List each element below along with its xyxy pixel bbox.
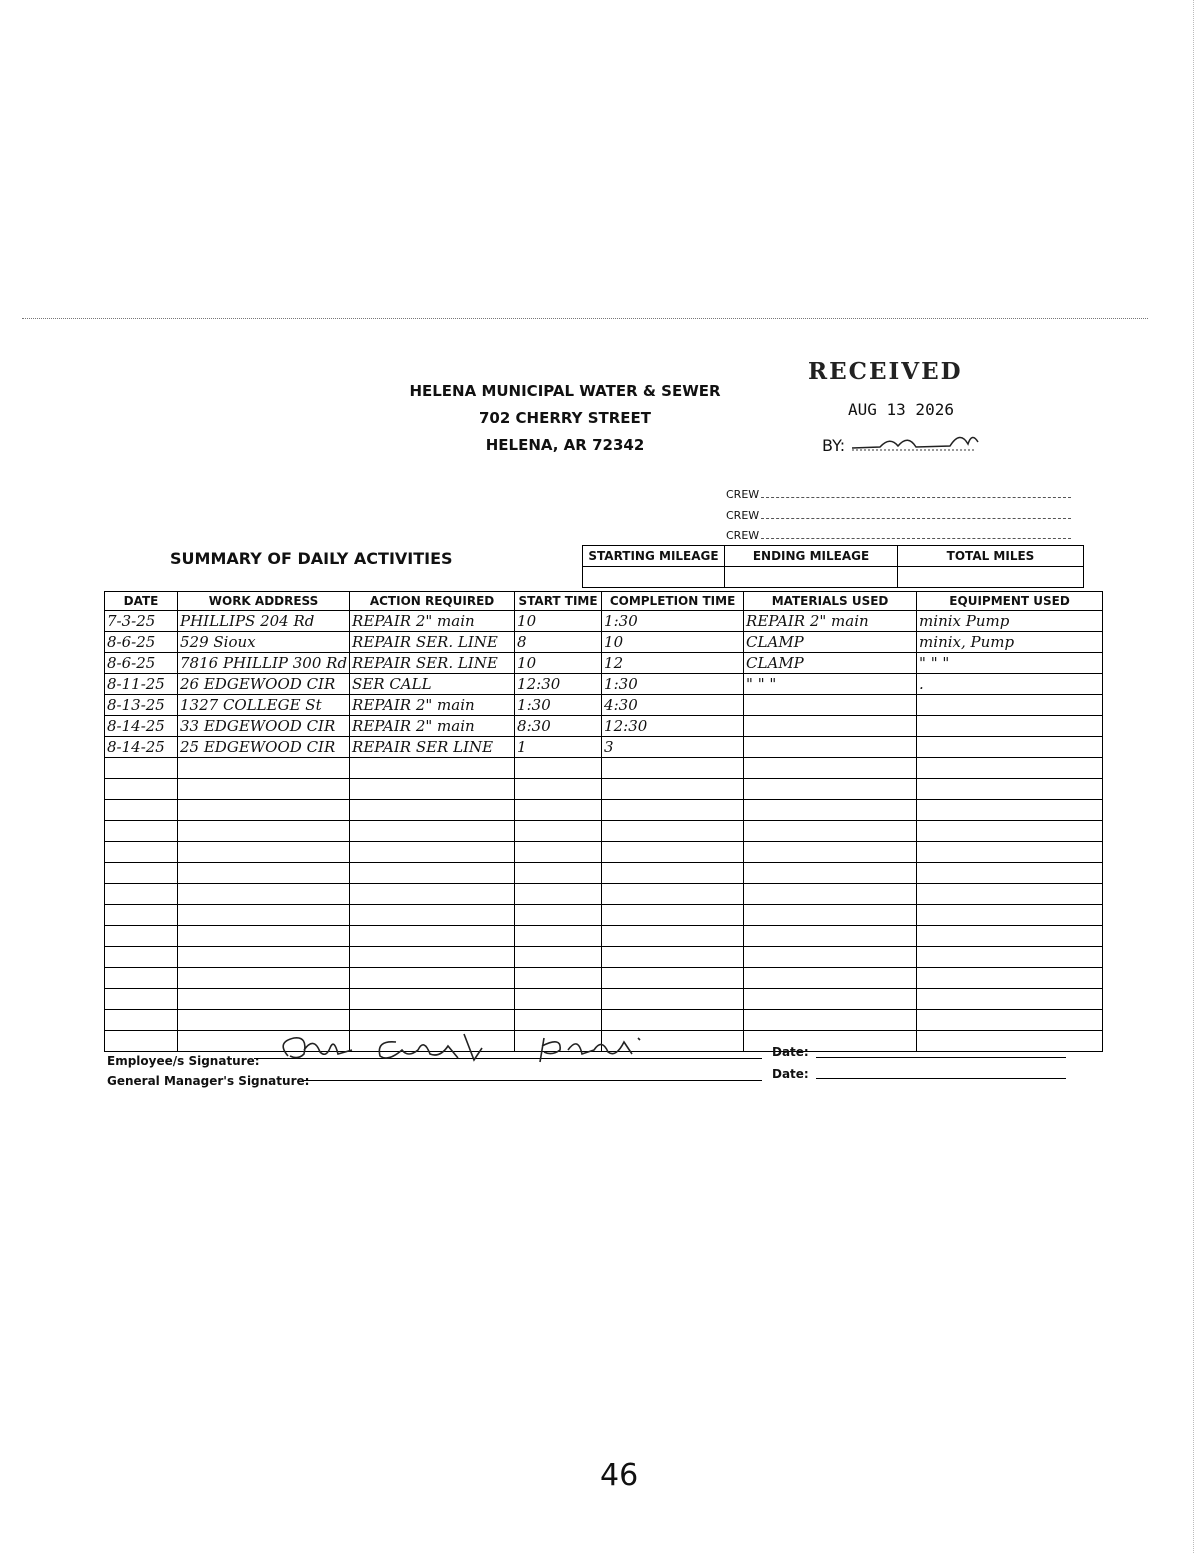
- cell-start-time[interactable]: [515, 758, 602, 779]
- cell-materials-used[interactable]: [744, 989, 917, 1010]
- cell-date[interactable]: [105, 1031, 178, 1052]
- cell-work-address[interactable]: [178, 968, 350, 989]
- mileage-table: [582, 545, 1084, 588]
- org-street: 702 CHERRY STREET: [478, 409, 652, 427]
- table-row: [105, 884, 1103, 905]
- cell-action-required[interactable]: [350, 758, 515, 779]
- cell-date[interactable]: 7-3-25: [105, 611, 178, 632]
- col-date: DATE: [105, 592, 178, 611]
- cell-date[interactable]: [105, 863, 178, 884]
- table-row: [105, 632, 1103, 653]
- cell-date[interactable]: [105, 905, 178, 926]
- org-city: HELENA, AR 72342: [485, 436, 645, 454]
- received-by-label: BY:: [822, 436, 846, 455]
- cell-action-required[interactable]: [350, 989, 515, 1010]
- col-work-address: WORK ADDRESS: [178, 592, 350, 611]
- cell-completion-time[interactable]: [602, 821, 744, 842]
- cell-work-address[interactable]: [178, 863, 350, 884]
- table-row: [105, 674, 1103, 695]
- cell-start-time[interactable]: 8:30: [515, 716, 602, 737]
- col-action-required: ACTION REQUIRED: [350, 592, 515, 611]
- crew-label: CREW: [726, 529, 760, 542]
- col-materials-used: MATERIALS USED: [744, 592, 917, 611]
- cell-start-time[interactable]: [515, 863, 602, 884]
- cell-work-address[interactable]: 25 EDGEWOOD CIR: [178, 737, 350, 758]
- col-completion-time: COMPLETION TIME: [602, 592, 744, 611]
- cell-equipment-used[interactable]: [917, 905, 1103, 926]
- cell-action-required[interactable]: [350, 947, 515, 968]
- received-by-signature: [850, 430, 980, 452]
- crew-label: CREW: [726, 509, 760, 522]
- cell-equipment-used[interactable]: " " ": [917, 653, 1103, 674]
- summary-title: SUMMARY OF DAILY ACTIVITIES: [170, 549, 453, 568]
- received-date: AUG 13 2026: [848, 400, 954, 419]
- cell-start-time[interactable]: [515, 989, 602, 1010]
- received-stamp: [808, 358, 988, 458]
- cell-date[interactable]: [105, 842, 178, 863]
- table-row: [105, 779, 1103, 800]
- cell-materials-used[interactable]: REPAIR 2" main: [744, 611, 917, 632]
- cell-start-time[interactable]: 12:30: [515, 674, 602, 695]
- cell-date[interactable]: [105, 779, 178, 800]
- cell-materials-used[interactable]: [744, 884, 917, 905]
- cell-completion-time[interactable]: 12:30: [602, 716, 744, 737]
- table-row: [105, 737, 1103, 758]
- cell-work-address[interactable]: [178, 800, 350, 821]
- cell-materials-used[interactable]: [744, 758, 917, 779]
- cell-completion-time[interactable]: 10: [602, 632, 744, 653]
- cell-action-required[interactable]: REPAIR SER. LINE: [350, 653, 515, 674]
- cell-materials-used[interactable]: [744, 947, 917, 968]
- cell-action-required[interactable]: REPAIR 2" main: [350, 716, 515, 737]
- cell-equipment-used[interactable]: [917, 695, 1103, 716]
- cell-date[interactable]: 8-14-25: [105, 716, 178, 737]
- cell-work-address[interactable]: [178, 842, 350, 863]
- cell-completion-time[interactable]: 3: [602, 737, 744, 758]
- cell-materials-used[interactable]: [744, 800, 917, 821]
- cell-equipment-used[interactable]: [917, 821, 1103, 842]
- col-equipment-used: EQUIPMENT USED: [917, 592, 1103, 611]
- cell-completion-time[interactable]: [602, 779, 744, 800]
- cell-equipment-used[interactable]: [917, 968, 1103, 989]
- employee-signature: [268, 1028, 668, 1068]
- total-miles-header: TOTAL MILES: [898, 546, 1084, 567]
- table-row: [105, 947, 1103, 968]
- cell-materials-used[interactable]: CLAMP: [744, 653, 917, 674]
- table-row: [105, 800, 1103, 821]
- cell-completion-time[interactable]: 1:30: [602, 611, 744, 632]
- cell-work-address[interactable]: [178, 758, 350, 779]
- org-name: HELENA MUNICIPAL WATER & SEWER: [409, 382, 721, 400]
- cell-work-address[interactable]: [178, 926, 350, 947]
- employee-date-label: Date:: [772, 1045, 809, 1059]
- cell-completion-time[interactable]: [602, 947, 744, 968]
- cell-date[interactable]: 8-6-25: [105, 653, 178, 674]
- cell-completion-time[interactable]: [602, 758, 744, 779]
- cell-start-time[interactable]: [515, 842, 602, 863]
- scan-edge: [1193, 0, 1194, 1553]
- cell-equipment-used[interactable]: minix, Pump: [917, 632, 1103, 653]
- cell-start-time[interactable]: [515, 821, 602, 842]
- cell-action-required[interactable]: [350, 905, 515, 926]
- cell-start-time[interactable]: [515, 800, 602, 821]
- cell-materials-used[interactable]: [744, 716, 917, 737]
- scan-dotted-line: [22, 318, 1148, 319]
- manager-signature-label: General Manager's Signature:: [107, 1074, 310, 1088]
- cell-action-required[interactable]: REPAIR SER LINE: [350, 737, 515, 758]
- starting-mileage-cell[interactable]: [583, 567, 725, 588]
- cell-equipment-used[interactable]: [917, 989, 1103, 1010]
- cell-action-required[interactable]: REPAIR SER. LINE: [350, 632, 515, 653]
- table-row: [105, 842, 1103, 863]
- crew-label: CREW: [726, 488, 760, 501]
- table-row: [105, 716, 1103, 737]
- cell-start-time[interactable]: [515, 926, 602, 947]
- table-row: [105, 989, 1103, 1010]
- cell-work-address[interactable]: 529 Sioux: [178, 632, 350, 653]
- crew-field[interactable]: [761, 497, 1071, 498]
- cell-completion-time[interactable]: 4:30: [602, 695, 744, 716]
- table-row: [105, 758, 1103, 779]
- cell-start-time[interactable]: 10: [515, 653, 602, 674]
- cell-action-required[interactable]: REPAIR 2" main: [350, 611, 515, 632]
- cell-date[interactable]: 8-14-25: [105, 737, 178, 758]
- cell-start-time[interactable]: [515, 884, 602, 905]
- cell-materials-used[interactable]: " " ": [744, 674, 917, 695]
- table-row: [105, 695, 1103, 716]
- cell-equipment-used[interactable]: minix Pump: [917, 611, 1103, 632]
- cell-start-time[interactable]: [515, 968, 602, 989]
- page-number: 46: [600, 1458, 639, 1493]
- cell-action-required[interactable]: [350, 926, 515, 947]
- crew-line-1: [726, 488, 1071, 501]
- cell-action-required[interactable]: [350, 863, 515, 884]
- crew-field[interactable]: [761, 518, 1071, 519]
- cell-completion-time[interactable]: [602, 884, 744, 905]
- cell-completion-time[interactable]: [602, 989, 744, 1010]
- cell-start-time[interactable]: 1: [515, 737, 602, 758]
- cell-equipment-used[interactable]: [917, 1010, 1103, 1031]
- cell-work-address[interactable]: [178, 905, 350, 926]
- cell-materials-used[interactable]: [744, 1031, 917, 1052]
- cell-date[interactable]: [105, 758, 178, 779]
- cell-completion-time[interactable]: [602, 968, 744, 989]
- table-row: [105, 905, 1103, 926]
- cell-date[interactable]: [105, 926, 178, 947]
- crew-line-2: [726, 509, 1071, 522]
- activities-table: [104, 591, 1103, 1052]
- cell-work-address[interactable]: 33 EDGEWOOD CIR: [178, 716, 350, 737]
- cell-work-address[interactable]: 1327 COLLEGE St: [178, 695, 350, 716]
- cell-action-required[interactable]: [350, 842, 515, 863]
- crew-field[interactable]: [761, 538, 1071, 539]
- cell-completion-time[interactable]: [602, 842, 744, 863]
- manager-date-label: Date:: [772, 1067, 809, 1081]
- cell-materials-used[interactable]: [744, 968, 917, 989]
- cell-date[interactable]: [105, 1010, 178, 1031]
- cell-equipment-used[interactable]: .: [917, 674, 1103, 695]
- cell-date[interactable]: [105, 968, 178, 989]
- cell-equipment-used[interactable]: [917, 863, 1103, 884]
- cell-date[interactable]: [105, 947, 178, 968]
- cell-start-time[interactable]: 10: [515, 611, 602, 632]
- cell-equipment-used[interactable]: [917, 800, 1103, 821]
- cell-equipment-used[interactable]: [917, 716, 1103, 737]
- cell-materials-used[interactable]: [744, 779, 917, 800]
- cell-completion-time[interactable]: [602, 926, 744, 947]
- employee-signature-label: Employee/s Signature:: [107, 1054, 260, 1068]
- cell-date[interactable]: 8-11-25: [105, 674, 178, 695]
- cell-materials-used[interactable]: [744, 905, 917, 926]
- ending-mileage-header: ENDING MILEAGE: [725, 546, 898, 567]
- cell-work-address[interactable]: PHILLIPS 204 Rd: [178, 611, 350, 632]
- cell-start-time[interactable]: 8: [515, 632, 602, 653]
- cell-completion-time[interactable]: 1:30: [602, 674, 744, 695]
- cell-start-time[interactable]: [515, 779, 602, 800]
- cell-completion-time[interactable]: [602, 905, 744, 926]
- cell-start-time[interactable]: [515, 947, 602, 968]
- cell-work-address[interactable]: [178, 947, 350, 968]
- table-row: [105, 863, 1103, 884]
- cell-action-required[interactable]: [350, 800, 515, 821]
- cell-materials-used[interactable]: [744, 737, 917, 758]
- cell-start-time[interactable]: 1:30: [515, 695, 602, 716]
- cell-completion-time[interactable]: [602, 800, 744, 821]
- crew-line-3: [726, 529, 1071, 542]
- cell-equipment-used[interactable]: [917, 842, 1103, 863]
- cell-equipment-used[interactable]: [917, 758, 1103, 779]
- cell-action-required[interactable]: [350, 968, 515, 989]
- cell-completion-time[interactable]: 12: [602, 653, 744, 674]
- cell-date[interactable]: [105, 989, 178, 1010]
- cell-work-address[interactable]: 26 EDGEWOOD CIR: [178, 674, 350, 695]
- cell-equipment-used[interactable]: [917, 737, 1103, 758]
- employee-date-line[interactable]: [816, 1057, 1066, 1058]
- col-start-time: START TIME: [515, 592, 602, 611]
- cell-materials-used[interactable]: [744, 926, 917, 947]
- cell-date[interactable]: 8-6-25: [105, 632, 178, 653]
- starting-mileage-header: STARTING MILEAGE: [583, 546, 725, 567]
- cell-materials-used[interactable]: [744, 842, 917, 863]
- cell-action-required[interactable]: [350, 779, 515, 800]
- table-row: [105, 821, 1103, 842]
- cell-start-time[interactable]: [515, 905, 602, 926]
- cell-work-address[interactable]: [178, 821, 350, 842]
- manager-date-line[interactable]: [816, 1078, 1066, 1079]
- cell-work-address[interactable]: [178, 989, 350, 1010]
- cell-equipment-used[interactable]: [917, 926, 1103, 947]
- cell-date[interactable]: [105, 800, 178, 821]
- cell-materials-used[interactable]: [744, 863, 917, 884]
- cell-completion-time[interactable]: [602, 863, 744, 884]
- ending-mileage-cell[interactable]: [725, 567, 898, 588]
- cell-materials-used[interactable]: [744, 821, 917, 842]
- cell-action-required[interactable]: [350, 884, 515, 905]
- cell-action-required[interactable]: REPAIR 2" main: [350, 695, 515, 716]
- manager-signature-line[interactable]: [304, 1080, 762, 1081]
- table-row: [105, 926, 1103, 947]
- cell-materials-used[interactable]: [744, 1010, 917, 1031]
- table-row: [105, 611, 1103, 632]
- cell-date[interactable]: [105, 821, 178, 842]
- cell-action-required[interactable]: SER CALL: [350, 674, 515, 695]
- received-label: RECEIVED: [808, 358, 963, 385]
- cell-work-address[interactable]: 7816 PHILLIP 300 Rd: [178, 653, 350, 674]
- cell-date[interactable]: 8-13-25: [105, 695, 178, 716]
- cell-equipment-used[interactable]: [917, 1031, 1103, 1052]
- cell-work-address[interactable]: [178, 779, 350, 800]
- cell-equipment-used[interactable]: [917, 947, 1103, 968]
- table-header-row: [105, 592, 1103, 611]
- cell-materials-used[interactable]: CLAMP: [744, 632, 917, 653]
- cell-work-address[interactable]: [178, 884, 350, 905]
- cell-date[interactable]: [105, 884, 178, 905]
- total-miles-cell[interactable]: [898, 567, 1084, 588]
- cell-equipment-used[interactable]: [917, 779, 1103, 800]
- cell-action-required[interactable]: [350, 821, 515, 842]
- table-row: [105, 968, 1103, 989]
- cell-materials-used[interactable]: [744, 695, 917, 716]
- table-row: [105, 653, 1103, 674]
- cell-equipment-used[interactable]: [917, 884, 1103, 905]
